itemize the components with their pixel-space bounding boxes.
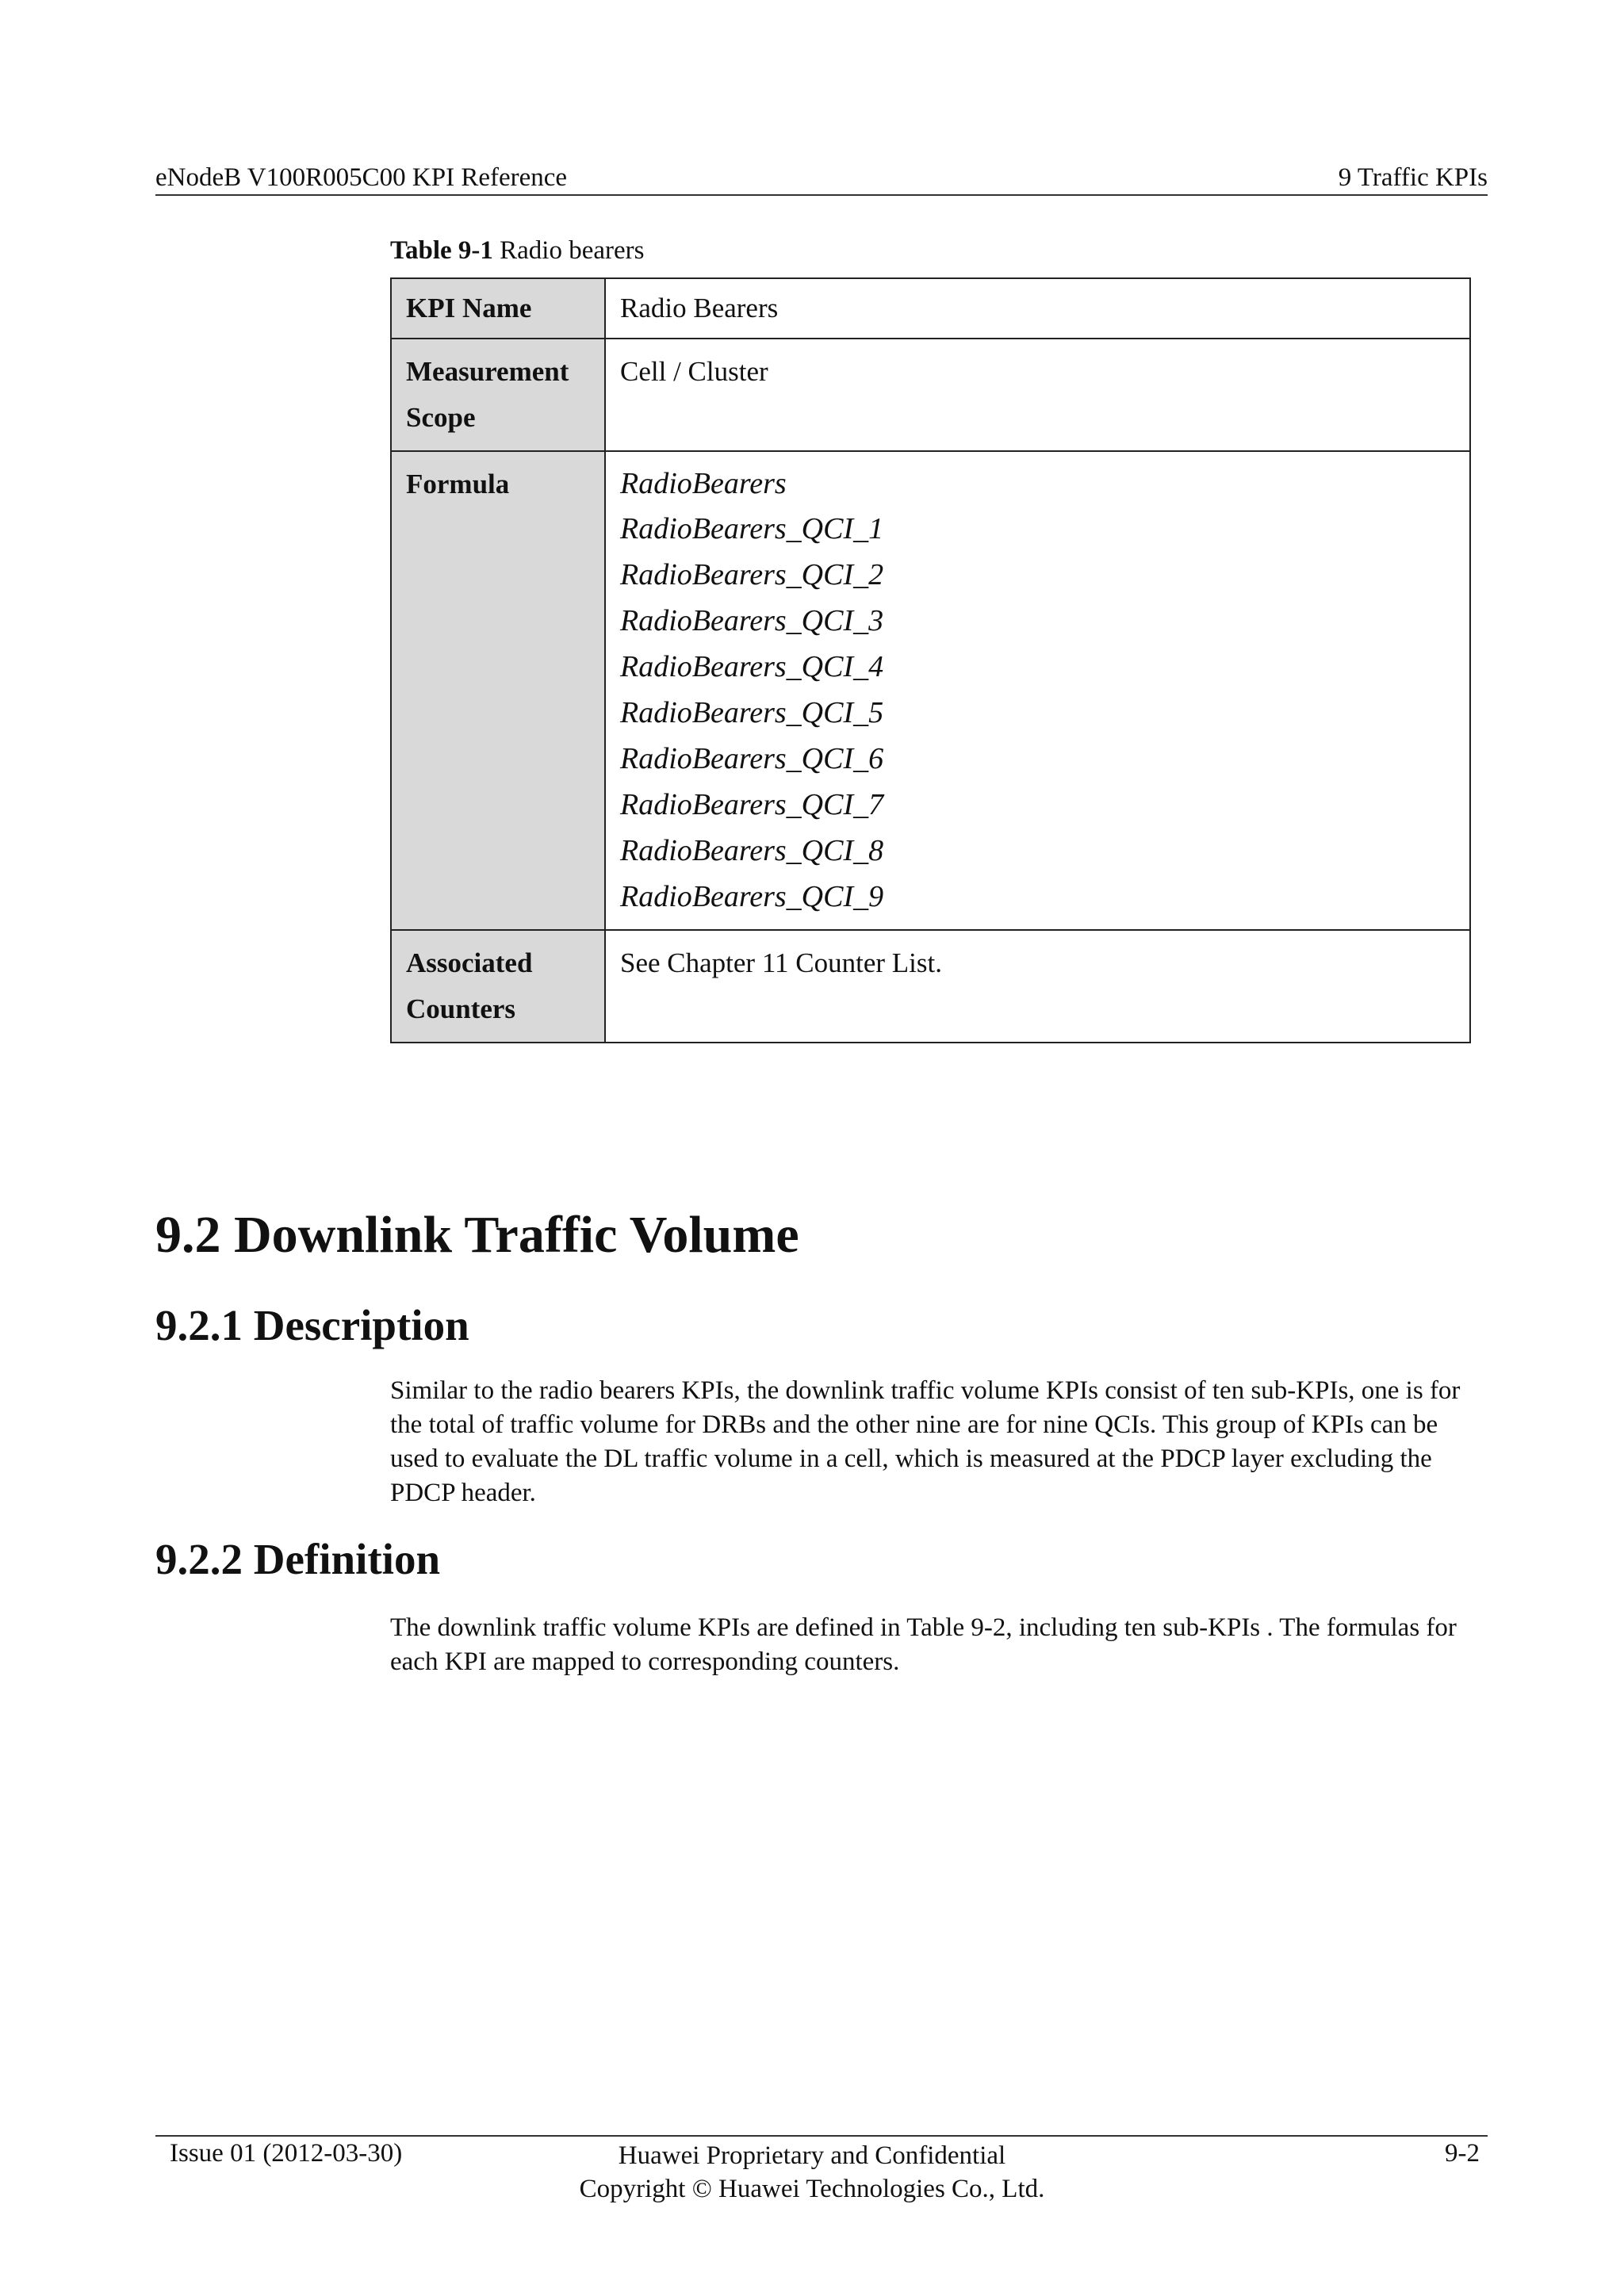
definition-paragraph: The downlink traffic volume KPIs are defined in Table 9-2, including ten sub-KPIs . The formulas for each KPI are mapped to corresponding counters.	[390, 1613, 1457, 1676]
scope-value: Cell / Cluster	[605, 339, 1470, 451]
table-row-counters	[391, 930, 1470, 1043]
kpi-table	[390, 277, 1471, 1043]
description-heading: 9.2.1 Description	[155, 1301, 469, 1349]
formula-value	[605, 451, 1470, 930]
formula-line: RadioBearers_QCI_9	[620, 880, 884, 913]
footer-page-number: 9-2	[1445, 2139, 1480, 2168]
header-divider	[155, 194, 1488, 196]
footer-divider	[155, 2135, 1488, 2137]
formula-line: RadioBearers_QCI_2	[620, 558, 884, 591]
definition-heading: 9.2.2 Definition	[155, 1535, 441, 1583]
footer-proprietary: Huawei Proprietary and Confidential	[618, 2141, 1006, 2170]
formula-line: RadioBearers_QCI_3	[620, 604, 884, 637]
table-row-kpi-name	[391, 278, 1470, 339]
formula-line: RadioBearers_QCI_5	[620, 696, 884, 729]
formula-line: RadioBearers_QCI_8	[620, 834, 884, 867]
footer-issue: Issue 01 (2012-03-30)	[170, 2139, 403, 2168]
header-chapter-title: 9 Traffic KPIs	[1338, 163, 1488, 192]
kpi-name-key: KPI Name	[391, 278, 605, 339]
formula-line: RadioBearers_QCI_7	[620, 788, 884, 821]
formula-line: RadioBearers_QCI_4	[620, 650, 884, 683]
table-row-scope	[391, 339, 1470, 451]
formula-line: RadioBearers_QCI_1	[620, 512, 884, 545]
footer-copyright: Copyright © Huawei Technologies Co., Ltd.	[579, 2175, 1045, 2203]
header-document-title: eNodeB V100R005C00 KPI Reference	[155, 163, 568, 192]
table-caption-number: Table 9-1	[390, 236, 493, 265]
table-row-formula	[391, 451, 1470, 930]
counters-key: Associated Counters	[391, 930, 605, 1043]
kpi-name-value: Radio Bearers	[605, 278, 1470, 339]
formula-line: RadioBearers_QCI_6	[620, 742, 884, 775]
table-caption	[390, 236, 644, 266]
scope-key: Measurement Scope	[391, 339, 605, 451]
section-heading: 9.2 Downlink Traffic Volume	[155, 1206, 799, 1264]
counters-value: See Chapter 11 Counter List.	[605, 930, 1470, 1043]
formula-key: Formula	[391, 451, 605, 930]
table-caption-text: Radio bearers	[492, 236, 645, 265]
formula-line: RadioBearers	[620, 467, 787, 500]
footer-confidential	[0, 2139, 1624, 2206]
description-paragraph: Similar to the radio bearers KPIs, the downlink traffic volume KPIs consist of ten sub-KPIs, one is for the total of traffic volume for DRBs and the other nine are for nine QCIs. This group of KPIs can be used to evaluate the DL traffic volume in a cell, which is measured at the PDCP layer excluding the PDCP header.	[390, 1376, 1461, 1507]
